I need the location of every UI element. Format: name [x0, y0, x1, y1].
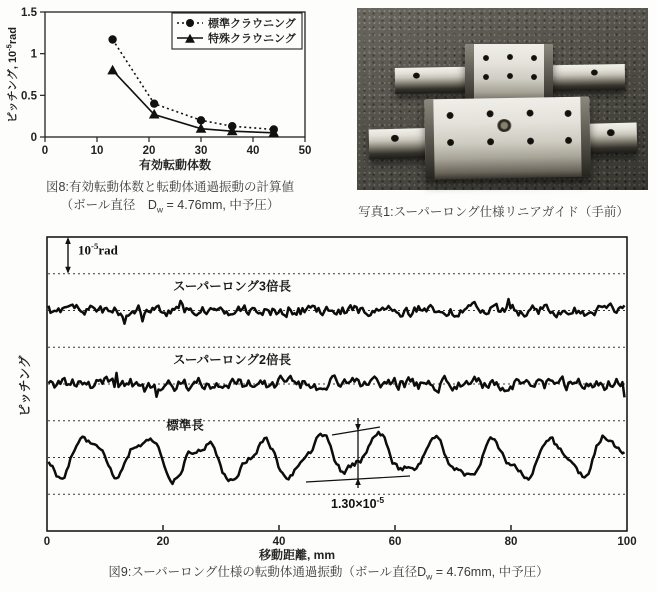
annotation-exponent: -5	[376, 495, 385, 505]
fig9-y-axis-label: ピッチング	[18, 355, 32, 417]
fig8-ylabel-unit: rad	[7, 27, 19, 45]
block-bolt-hole	[483, 55, 489, 61]
fig8-caption-line2	[0, 196, 340, 219]
block-bolt-hole	[531, 55, 537, 61]
fig8-y-tick-label: 1.5	[21, 7, 37, 19]
rail-bolt-hole	[607, 129, 615, 136]
rail-bolt-hole	[391, 135, 399, 142]
fig8-x-axis-label: 有効転動体数	[138, 158, 212, 172]
scale-unit: rad	[98, 242, 118, 258]
fig8-x-tick-label: 40	[246, 145, 260, 157]
block-center-hole	[497, 119, 512, 132]
fig8-x-tick-label: 0	[41, 145, 49, 157]
fig8-series-line-circle	[113, 40, 274, 130]
fig8-x-tick-label: 50	[298, 145, 312, 157]
fig9-x-tick-label: 60	[388, 536, 402, 548]
fig9-amplitude-annotation	[331, 495, 384, 511]
fig9-x-tick-label: 0	[43, 536, 51, 548]
fig8-caption2-post: = 4.76mm, 中予圧）	[163, 198, 280, 212]
fig9-caption	[0, 563, 657, 586]
fig9-annot-slant-top	[332, 427, 380, 435]
block-bolt-hole	[507, 54, 513, 60]
block-bolt-hole	[487, 138, 494, 145]
fig9-chart	[0, 230, 657, 562]
fig8-legend-label: 特殊クラウニング	[208, 33, 296, 45]
fig9-x-tick-label: 20	[156, 536, 170, 548]
scale-base: 10	[78, 242, 91, 258]
fig8-chart	[0, 0, 340, 172]
scale-exponent: -5	[91, 241, 99, 251]
fig8-x-tick-label: 10	[90, 145, 104, 157]
fig8-data-point-circle	[108, 35, 116, 43]
fig8-caption2-sub: w	[156, 204, 164, 215]
fig9-trace-2	[49, 373, 625, 398]
fig9-caption-sub: w	[426, 571, 433, 582]
fig9-x-tick-label: 100	[617, 536, 637, 548]
block-bolt-hole	[565, 110, 572, 117]
block-bolt-hole	[447, 112, 454, 119]
fig9-trace-label: スーパーロング2倍長	[173, 353, 291, 367]
block-bolt-hole	[487, 110, 494, 117]
block-bolt-hole	[527, 138, 534, 145]
fig8-legend-label: 標準クラウニング	[208, 18, 296, 30]
block-bolt-hole	[483, 74, 489, 80]
photo-linear-guides	[357, 8, 648, 190]
fig8-ylabel-text: ピッチング, 10	[7, 50, 19, 123]
front-carriage-block	[424, 97, 590, 180]
block-bolt-hole	[447, 139, 454, 146]
fig9-trace-1	[49, 299, 625, 324]
fig8-x-tick-label: 30	[194, 145, 208, 157]
fig9-x-tick-label: 40	[272, 536, 286, 548]
fig8-caption	[0, 178, 340, 219]
fig8-y-tick-label: 0	[30, 132, 37, 144]
fig8-data-point-circle	[150, 99, 158, 107]
fig9-caption-post: = 4.76mm, 中予圧）	[432, 565, 549, 579]
fig9-caption-pre: 図9:スーパーロング仕様の転動体通過振動（ボール直径D	[108, 565, 427, 579]
fig8-y-tick-label: 1	[30, 48, 37, 61]
rail-bolt-hole	[591, 69, 598, 75]
block-bolt-hole	[527, 110, 534, 117]
fig8-y-tick-label: 0.5	[21, 90, 37, 103]
fig9-scale-arrowhead-up	[65, 237, 71, 244]
fig9-trace-label: 標準長	[166, 418, 204, 433]
fig8-ylabel-exponent: -5	[4, 44, 14, 51]
block-bolt-hole	[531, 74, 537, 80]
fig9-scale-arrowhead-down	[65, 267, 71, 274]
fig8-x-tick-label: 20	[142, 145, 156, 157]
rail-bolt-hole	[413, 73, 420, 79]
block-endcap	[424, 99, 434, 179]
fig9-x-axis-label: 移動距離, mm	[258, 548, 336, 562]
photo-caption: 写真1:スーパーロング仕様リニアガイド（手前）	[358, 205, 629, 219]
annotation-value: 1.30×10	[331, 497, 377, 512]
fig8-caption-line1: 図8:有効転動体数と転動体通過振動の計算値	[46, 180, 294, 194]
fig8-data-point-triangle	[107, 65, 118, 75]
block-endcap	[580, 97, 590, 177]
block-bolt-hole	[565, 137, 572, 144]
fig9-scale-label	[78, 241, 118, 258]
fig8-series-line-triangle	[113, 70, 274, 133]
fig9-x-tick-label: 80	[504, 536, 518, 548]
fig8-y-axis-label	[4, 27, 20, 123]
fig8-legend-marker-circle	[186, 19, 194, 27]
block-bolt-hole	[507, 73, 513, 79]
fig9-trace-label: スーパーロング3倍長	[173, 279, 291, 294]
fig8-caption2-pre: （ボール直径 D	[60, 198, 157, 212]
